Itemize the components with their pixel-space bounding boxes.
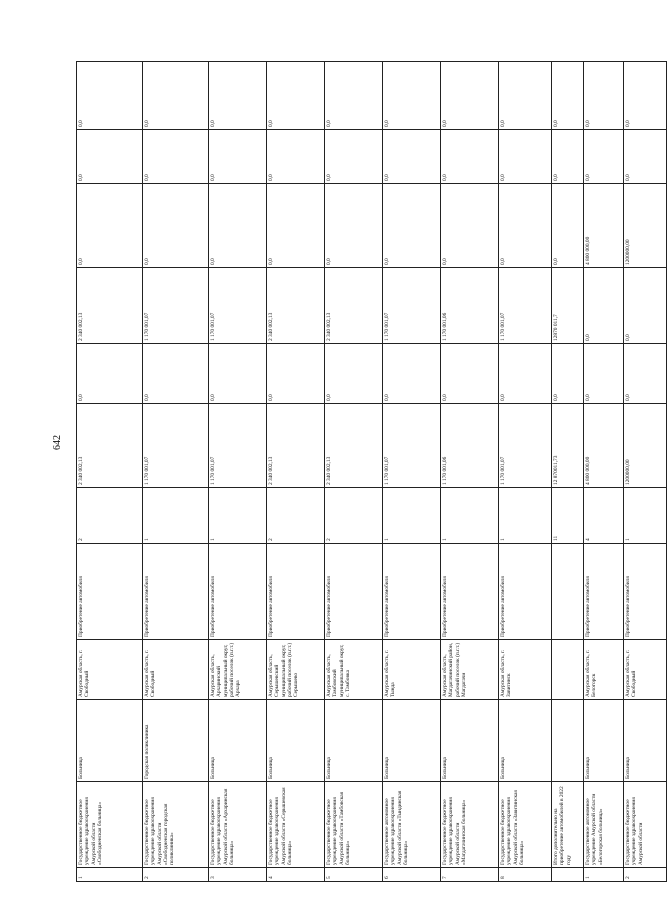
amount-col-5: 0,0 [77,62,143,130]
amount-col-5: 0,0 [552,62,584,130]
total-amount: 1 170 001,07 [383,404,441,488]
amount-col-3: 0,0 [441,184,499,268]
amount-col-3: 0,0 [267,184,325,268]
facility-type: Больница [584,700,624,782]
purpose: Приобретение автомобиля [77,544,143,640]
vehicle-purchase-table [76,61,667,882]
amount-col-2: 2 340 002,13 [325,268,383,344]
amount-col-3: 1200000,00 [624,184,667,268]
facility-type: Больница [77,700,143,782]
amount-col-4: 0,0 [209,130,267,184]
row-number: 1 [77,868,143,882]
table-row [209,62,267,882]
amount-col-1: 0,0 [499,344,552,404]
address: Амурская область, Серышевский муниципальный округ, рабочий поселок (п.г.т.) Серышево [267,640,325,700]
total-amount: 1 170 001,07 [143,404,209,488]
organization-name: Государственное бюджетное учреждение здравоохранения Амурской области «Свободненская городская поликлиника» [143,782,209,868]
row-number: 4 [267,868,325,882]
amount-col-5: 0,0 [143,62,209,130]
facility-type: Больница [325,700,383,782]
amount-col-1: 0,0 [209,344,267,404]
amount-col-1: 0,0 [383,344,441,404]
organization-name: Государственное автономное учреждение Амурской области «Белогорская больница» [584,782,624,868]
purpose: Приобретение автомобиля [209,544,267,640]
amount-col-1: 0,0 [584,344,624,404]
amount-col-3: 0,0 [77,184,143,268]
vehicle-count: 1 [624,488,667,544]
table-row [441,62,499,882]
amount-col-5: 0,0 [624,62,667,130]
total-amount: 2 340 002,13 [77,404,143,488]
rotated-table-container [76,62,644,882]
amount-col-4: 0,0 [584,130,624,184]
row-number: 3 [209,868,267,882]
amount-col-2: 1 170 001,07 [383,268,441,344]
page-number: 642 [52,435,63,450]
amount-col-2: 0,0 [624,268,667,344]
purpose: Приобретение автомобиля [499,544,552,640]
amount-col-3: 0,0 [325,184,383,268]
total-amount: 2 340 002,13 [325,404,383,488]
facility-type: Больница [624,700,667,782]
vehicle-count: 1 [441,488,499,544]
table-row [325,62,383,882]
address: Амурская область, г. Свободный [77,640,143,700]
table-row [267,62,325,882]
row-number: 1 [584,868,624,882]
total-amount: 2 340 002,13 [267,404,325,488]
amount-col-2: 1 170 001,07 [143,268,209,344]
purpose: Приобретение автомобиля [143,544,209,640]
amount-col-2: 2 340 002,13 [267,268,325,344]
amount-col-1: 0,0 [325,344,383,404]
amount-col-1: 0,0 [441,344,499,404]
amount-col-1: 0,0 [624,344,667,404]
address: Амурская область, г. Свободный [624,640,667,700]
vehicle-count: 1 [209,488,267,544]
vehicle-count: 2 [325,488,383,544]
amount-col-3: 0,0 [383,184,441,268]
vehicle-count: 1 [143,488,209,544]
organization-name: Государственное автономное учреждение здравоохранения Амурской области «Тындинская больница» [383,782,441,868]
amount-col-4: 0,0 [624,130,667,184]
address: Амурская область, г. Белогорск [584,640,624,700]
amount-col-4: 0,0 [552,130,584,184]
amount-col-4: 0,0 [143,130,209,184]
row-number: 6 [383,868,441,882]
row-number: 2 [624,868,667,882]
row-number [552,868,584,882]
purpose: Приобретение автомобиля [441,544,499,640]
amount-col-3: 0,0 [143,184,209,268]
purpose: Приобретение автомобиля [624,544,667,640]
table-row [143,62,209,882]
amount-col-1: 0,0 [143,344,209,404]
organization-name: Итого дополнительно на приобретение автомобилей в 2022 году [552,782,584,868]
amount-col-4: 0,0 [267,130,325,184]
address: Амурская область, г. Тында [383,640,441,700]
facility-type: Больница [383,700,441,782]
organization-name: Государственное бюджетное учреждение здравоохранения Амурской области «Серышевская больница» [267,782,325,868]
facility-type [552,700,584,782]
amount-col-1: 0,0 [552,344,584,404]
amount-col-2: 1 170 001,07 [209,268,267,344]
amount-col-1: 0,0 [267,344,325,404]
address: Амурская область, г. Свободный [143,640,209,700]
amount-col-5: 0,0 [209,62,267,130]
total-amount: 1 170 001,07 [209,404,267,488]
table-row [499,62,552,882]
total-amount: 1200000,00 [624,404,667,488]
purpose: Приобретение автомобиля [584,544,624,640]
amount-col-5: 0,0 [267,62,325,130]
purpose: Приобретение автомобиля [267,544,325,640]
amount-col-2: 1 170 001,07 [499,268,552,344]
total-amount: 12 870011,73 [552,404,584,488]
purpose: Приобретение автомобиля [383,544,441,640]
organization-name: Государственное бюджетное учреждение здравоохранения Амурской области [624,782,667,868]
facility-type: Городская поликлиника [143,700,209,782]
vehicle-count: 1 [383,488,441,544]
address: Амурская область, г. Завитинск [499,640,552,700]
organization-name: Государственное бюджетное учреждение здравоохранения Амурской области «Архаринская больница» [209,782,267,868]
amount-col-4: 0,0 [441,130,499,184]
row-number: 2 [143,868,209,882]
total-amount: 4 800 000,00 [584,404,624,488]
amount-col-5: 0,0 [584,62,624,130]
address: Амурская область, Архаринский муниципальный округ, рабочий поселок (п.г.т.) Архара [209,640,267,700]
purpose: Приобретение автомобиля [325,544,383,640]
amount-col-1: 0,0 [77,344,143,404]
address [552,640,584,700]
address: Амурская область, Тамбовский муниципальный округ, с. Тамбовка [325,640,383,700]
amount-col-5: 0,0 [383,62,441,130]
vehicle-count: 11 [552,488,584,544]
address: Амурская область, Магдагачинский район, рабочий поселок (п.г.т.) Магдагачи [441,640,499,700]
amount-col-4: 0,0 [383,130,441,184]
amount-col-2: 1 170 001,06 [441,268,499,344]
table-row [383,62,441,882]
row-number: 7 [441,868,499,882]
facility-type: Больница [209,700,267,782]
amount-col-2: 12870 011,7 [552,268,584,344]
total-amount: 1 170 001,06 [441,404,499,488]
amount-col-3: 4 800 000,00 [584,184,624,268]
vehicle-count: 4 [584,488,624,544]
row-number: 5 [325,868,383,882]
table-row [624,62,667,882]
organization-name: Государственное бюджетное учреждение здравоохранения Амурской области «Магдагачинская больница» [441,782,499,868]
amount-col-4: 0,0 [325,130,383,184]
amount-col-5: 0,0 [325,62,383,130]
purpose [552,544,584,640]
total-amount: 1 170 001,07 [499,404,552,488]
amount-col-2: 0,0 [584,268,624,344]
amount-col-4: 0,0 [499,130,552,184]
vehicle-count: 1 [499,488,552,544]
table-body [77,62,667,882]
facility-type: Больница [499,700,552,782]
vehicle-count: 2 [267,488,325,544]
row-number: 8 [499,868,552,882]
organization-name: Государственное бюджетное учреждение здравоохранения Амурской области «Свободненская больница» [77,782,143,868]
amount-col-3: 0,0 [499,184,552,268]
table-row [77,62,143,882]
amount-col-3: 0,0 [552,184,584,268]
facility-type: Больница [441,700,499,782]
facility-type: Больница [267,700,325,782]
table-row [584,62,624,882]
table-row [552,62,584,882]
amount-col-5: 0,0 [441,62,499,130]
amount-col-3: 0,0 [209,184,267,268]
amount-col-4: 0,0 [77,130,143,184]
amount-col-5: 0,0 [499,62,552,130]
amount-col-2: 2 340 002,13 [77,268,143,344]
vehicle-count: 2 [77,488,143,544]
organization-name: Государственное бюджетное учреждение здравоохранения Амурской области «Завитинская больница» [499,782,552,868]
organization-name: Государственное бюджетное учреждение здравоохранения Амурской области «Тамбовская больница» [325,782,383,868]
